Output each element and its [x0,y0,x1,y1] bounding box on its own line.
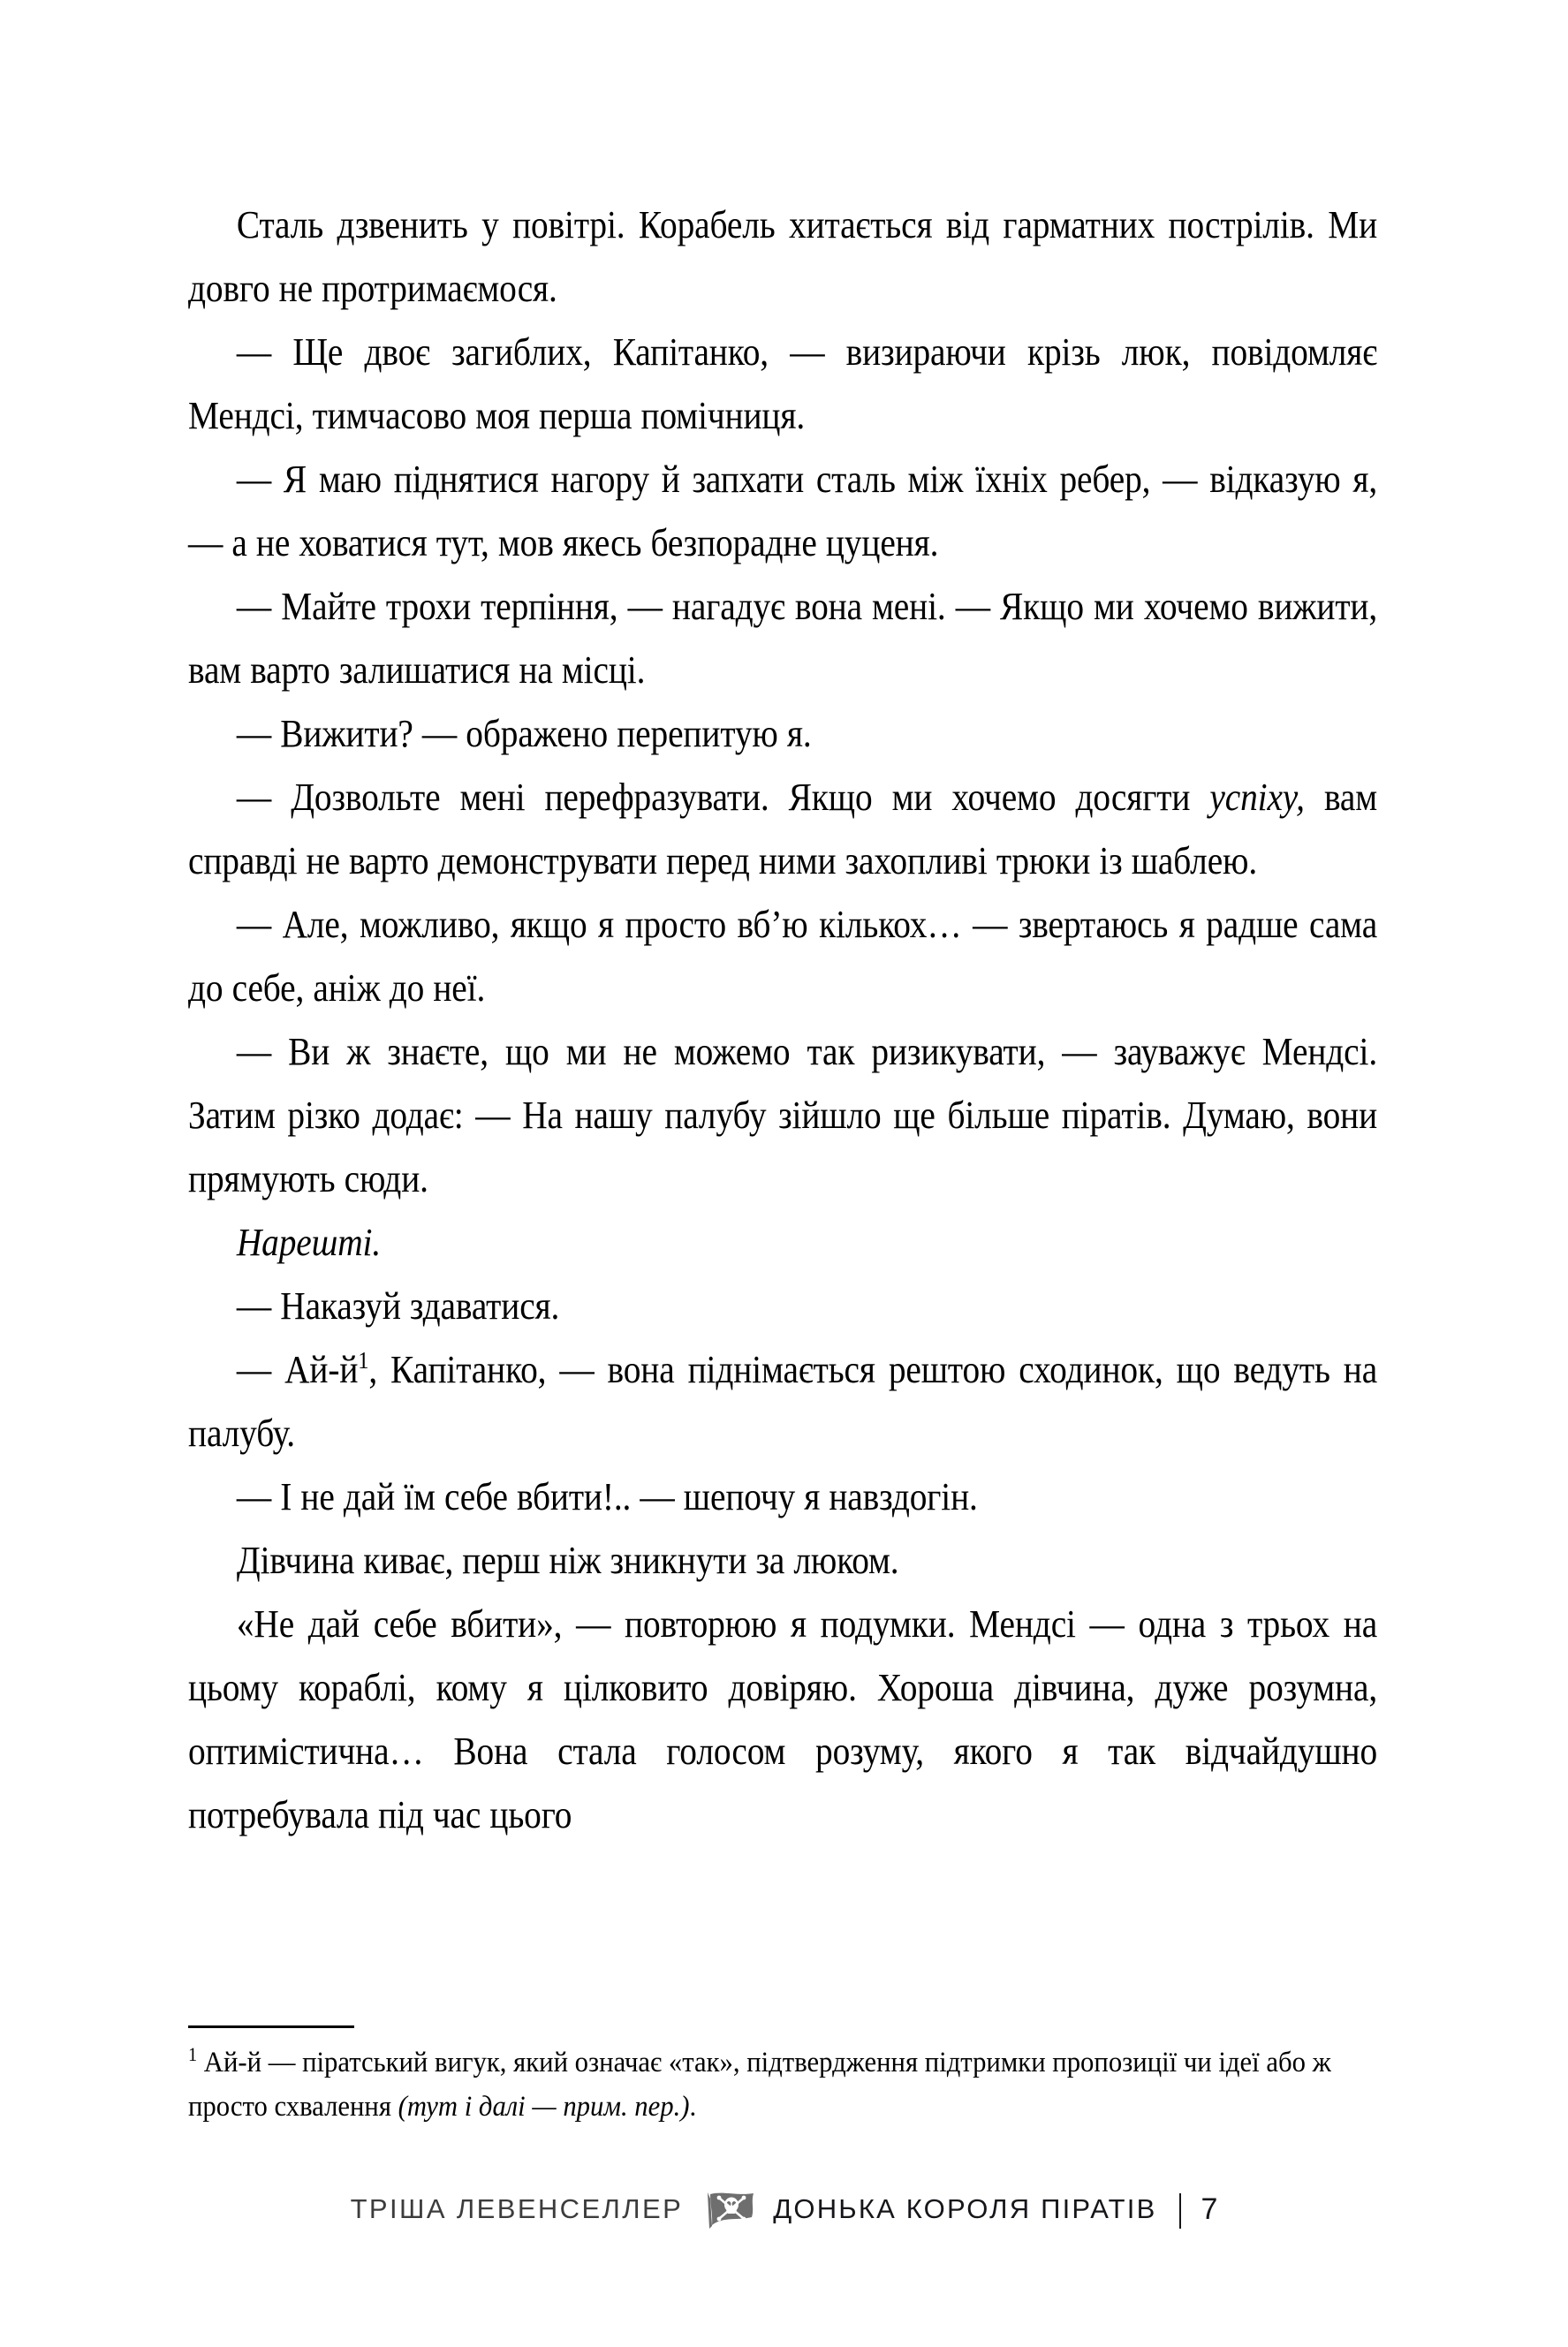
body-paragraph: — І не дай їм себе вбити!.. — шепочу я навздогін. [236,1474,978,1518]
body-paragraph: — Але, можливо, якщо я просто вб’ю кількох… — звертаюсь я радше сама до себе, аніж до неї. [188,902,1378,1010]
footnote-reference-marker[interactable]: 1 [358,1346,369,1374]
body-paragraph: — Дозвольте мені перефразувати. Якщо ми хочемо досягти успіху, вам справді не варто демонструвати перед ними захопливі трюки із шаблею. [188,775,1378,882]
footnote-text: $^1$ Ай-й — піратський вигук, який означає «так», підтвердження підтримки пропозиції чи ідеї або ж просто схвалення (тут і далі — прим. пер.). [188,2044,1331,2123]
body-paragraph: «Не дай себе вбити», — повторюю я подумки. Мендсі — одна з трьох на цьому кораблі, кому я цілковито довіряю. Хороша дівчина, дуже розумна, оптимістична… Вона стала голосом розуму, якого я так відчайдушно потребувала під час цього [188,1601,1378,1836]
page-number: 7 [1201,2192,1218,2226]
body-text-column [188,193,1377,1846]
body-paragraph: — Вижити? — ображено перепитую я. [236,711,812,755]
body-paragraph: — Наказуй здаватися. [236,1283,560,1328]
body-paragraph: — Ай-й$^1$, Капітанко, — вона піднімається рештою сходинок, що ведуть на палубу. [188,1346,1378,1455]
emphasis-text: Нарешті. [236,1220,382,1264]
body-paragraph [188,1210,1377,1274]
body-paragraph: — Ще двоє загиблих, Капітанко, — визираючи крізь люк, повідомляє Мендсі, тимчасово моя перша помічниця. [188,329,1378,437]
footer-separator [1179,2193,1181,2229]
pirate-flag-icon [702,2190,757,2230]
footnote-translator-note: (тут і далі — прим. пер.) [398,2091,690,2123]
body-paragraph: Дівчина киває, перш ніж зникнути за люком. [236,1538,899,1582]
body-paragraph: — Я маю піднятися нагору й запхати сталь між їхніх ребер, — відказую я, — а не ховатися тут, мов якесь безпорадне цуценя. [188,457,1378,564]
running-footer [0,2189,1568,2230]
emphasis-text: успіху, [1209,775,1305,819]
body-paragraph: Сталь дзвенить у повітрі. Корабель хитається від гарматних пострілів. Ми довго не протримаємося. [188,202,1378,310]
body-paragraph: — Ви ж знаєте, що ми не можемо так ризикувати, — зауважує Мендсі. Затим різко додає: — На нашу палубу зійшло ще більше піратів. Думаю, вони прямують сюди. [188,1029,1378,1200]
body-paragraph: — Майте трохи терпіння, — нагадує вона мені. — Якщо ми хочемо вижити, вам варто залишатися на місці. [188,584,1378,692]
footer-author-name: ТРІША ЛЕВЕНСЕЛЛЕР [350,2193,684,2224]
footnote-number: 1 [188,2044,198,2065]
footnote-separator-rule [188,2025,354,2028]
footnote-block [188,2025,1377,2129]
footer-book-title: ДОНЬКА КОРОЛЯ ПІРАТІВ [773,2193,1157,2224]
